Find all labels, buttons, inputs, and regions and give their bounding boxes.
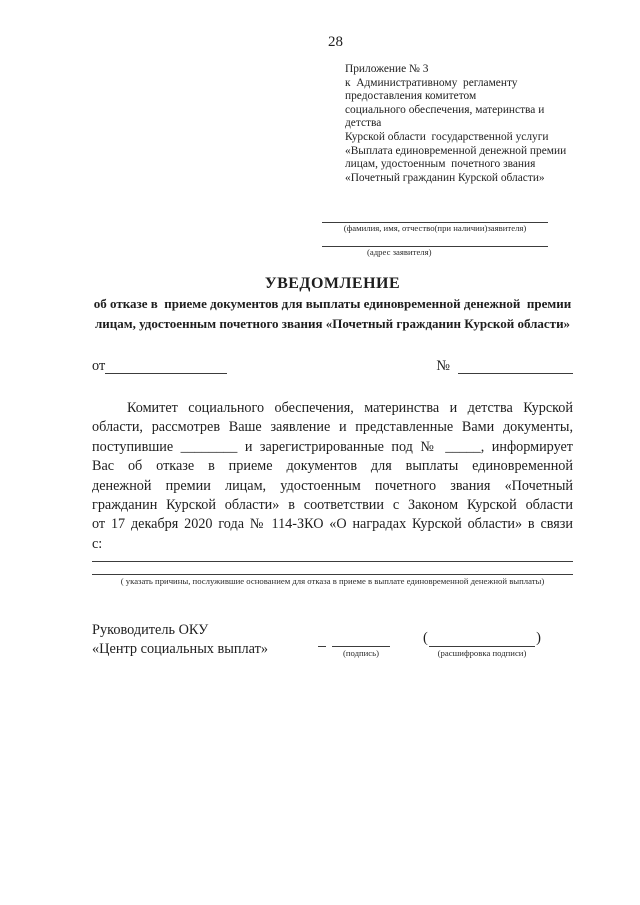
notice-subtitle-line1: об отказе в приеме документов для выплаты единовременной денежной премии bbox=[93, 296, 572, 311]
appendix-line: Приложение № 3 bbox=[345, 63, 429, 75]
number-fill-line bbox=[458, 359, 573, 374]
signature-name-line bbox=[429, 621, 535, 647]
applicant-name-caption: (фамилия, имя, отчество(при наличии)заявителя) bbox=[343, 223, 527, 233]
body-line: денежной премии лицам, удостоенным почетного звания «Почетный bbox=[92, 477, 573, 494]
body-line: Комитет социального обеспечения, материнства и детства Курской bbox=[127, 400, 573, 416]
signature-dash bbox=[318, 646, 326, 647]
page-number: 28 bbox=[328, 34, 343, 50]
body-line: с: bbox=[92, 535, 103, 552]
body-line: от 17 декабря 2020 года № 114-ЗКО «О наградах Курской области» в связи bbox=[92, 516, 573, 533]
signature-block bbox=[92, 621, 573, 681]
signature-sign-area bbox=[332, 624, 390, 659]
appendix-line: социального обеспечения, материнства и детства bbox=[345, 103, 548, 130]
appendix-line: «Выплата единовременной денежной премии bbox=[345, 144, 567, 157]
appendix-line: к Административному регламенту bbox=[345, 76, 518, 89]
open-paren: ( bbox=[423, 630, 428, 646]
close-paren: ) bbox=[536, 630, 541, 646]
signature-position-line2: «Центр социальных выплат» bbox=[92, 640, 269, 657]
applicant-address-line bbox=[322, 234, 548, 247]
reasons-section bbox=[92, 548, 573, 587]
appendix-line: предоставления комитетом bbox=[345, 90, 477, 103]
body-line: области, рассмотрев Ваше заявление и представленные Вами документы, bbox=[92, 419, 573, 436]
signature-name-row bbox=[422, 621, 542, 647]
reasons-fill-line-2 bbox=[92, 562, 573, 575]
signature-position bbox=[92, 621, 342, 658]
reasons-fill-line-1 bbox=[92, 548, 573, 562]
applicant-address-caption: (адрес заявителя) bbox=[367, 247, 432, 257]
body-line: Вас об отказе в приеме документов для выплаты единовременной bbox=[92, 458, 573, 475]
appendix-line: «Почетный гражданин Курской области» bbox=[345, 171, 545, 184]
appendix-block bbox=[345, 63, 573, 185]
notice-subtitle-line2: лицам, удостоенным почетного звания «Почетный гражданин Курской области» bbox=[94, 315, 571, 331]
signature-name-area bbox=[422, 621, 542, 659]
number-label: № bbox=[436, 358, 450, 374]
signature-name-caption: (расшифровка подписи) bbox=[437, 648, 527, 658]
reasons-caption: ( указать причины, послужившие основанием для отказа в приеме в выплате единовременной денежной выплаты) bbox=[120, 576, 545, 586]
body-line: гражданин Курской области» в соответствии с Законом Курской области bbox=[92, 497, 573, 514]
date-label: от bbox=[92, 358, 106, 374]
notice-title: УВЕДОМЛЕНИЕ bbox=[264, 275, 401, 292]
applicant-fields bbox=[322, 215, 548, 258]
body-paragraph bbox=[92, 399, 573, 554]
reference-row bbox=[92, 358, 573, 374]
appendix-line: лицам, удостоенным почетного звания bbox=[345, 158, 536, 171]
appendix-line: Курской области государственной услуги bbox=[345, 130, 549, 143]
signature-sign-caption: (подпись) bbox=[342, 648, 380, 658]
applicant-name-line bbox=[322, 215, 548, 223]
notice-heading bbox=[92, 274, 573, 333]
body-line: поступившие ________ и зарегистрированные под № _____, информирует bbox=[92, 438, 573, 455]
number-group bbox=[436, 358, 573, 374]
signature-sign-line bbox=[332, 624, 390, 647]
date-fill-line bbox=[105, 359, 227, 374]
signature-position-line1: Руководитель ОКУ bbox=[92, 622, 209, 638]
date-group bbox=[92, 358, 227, 374]
